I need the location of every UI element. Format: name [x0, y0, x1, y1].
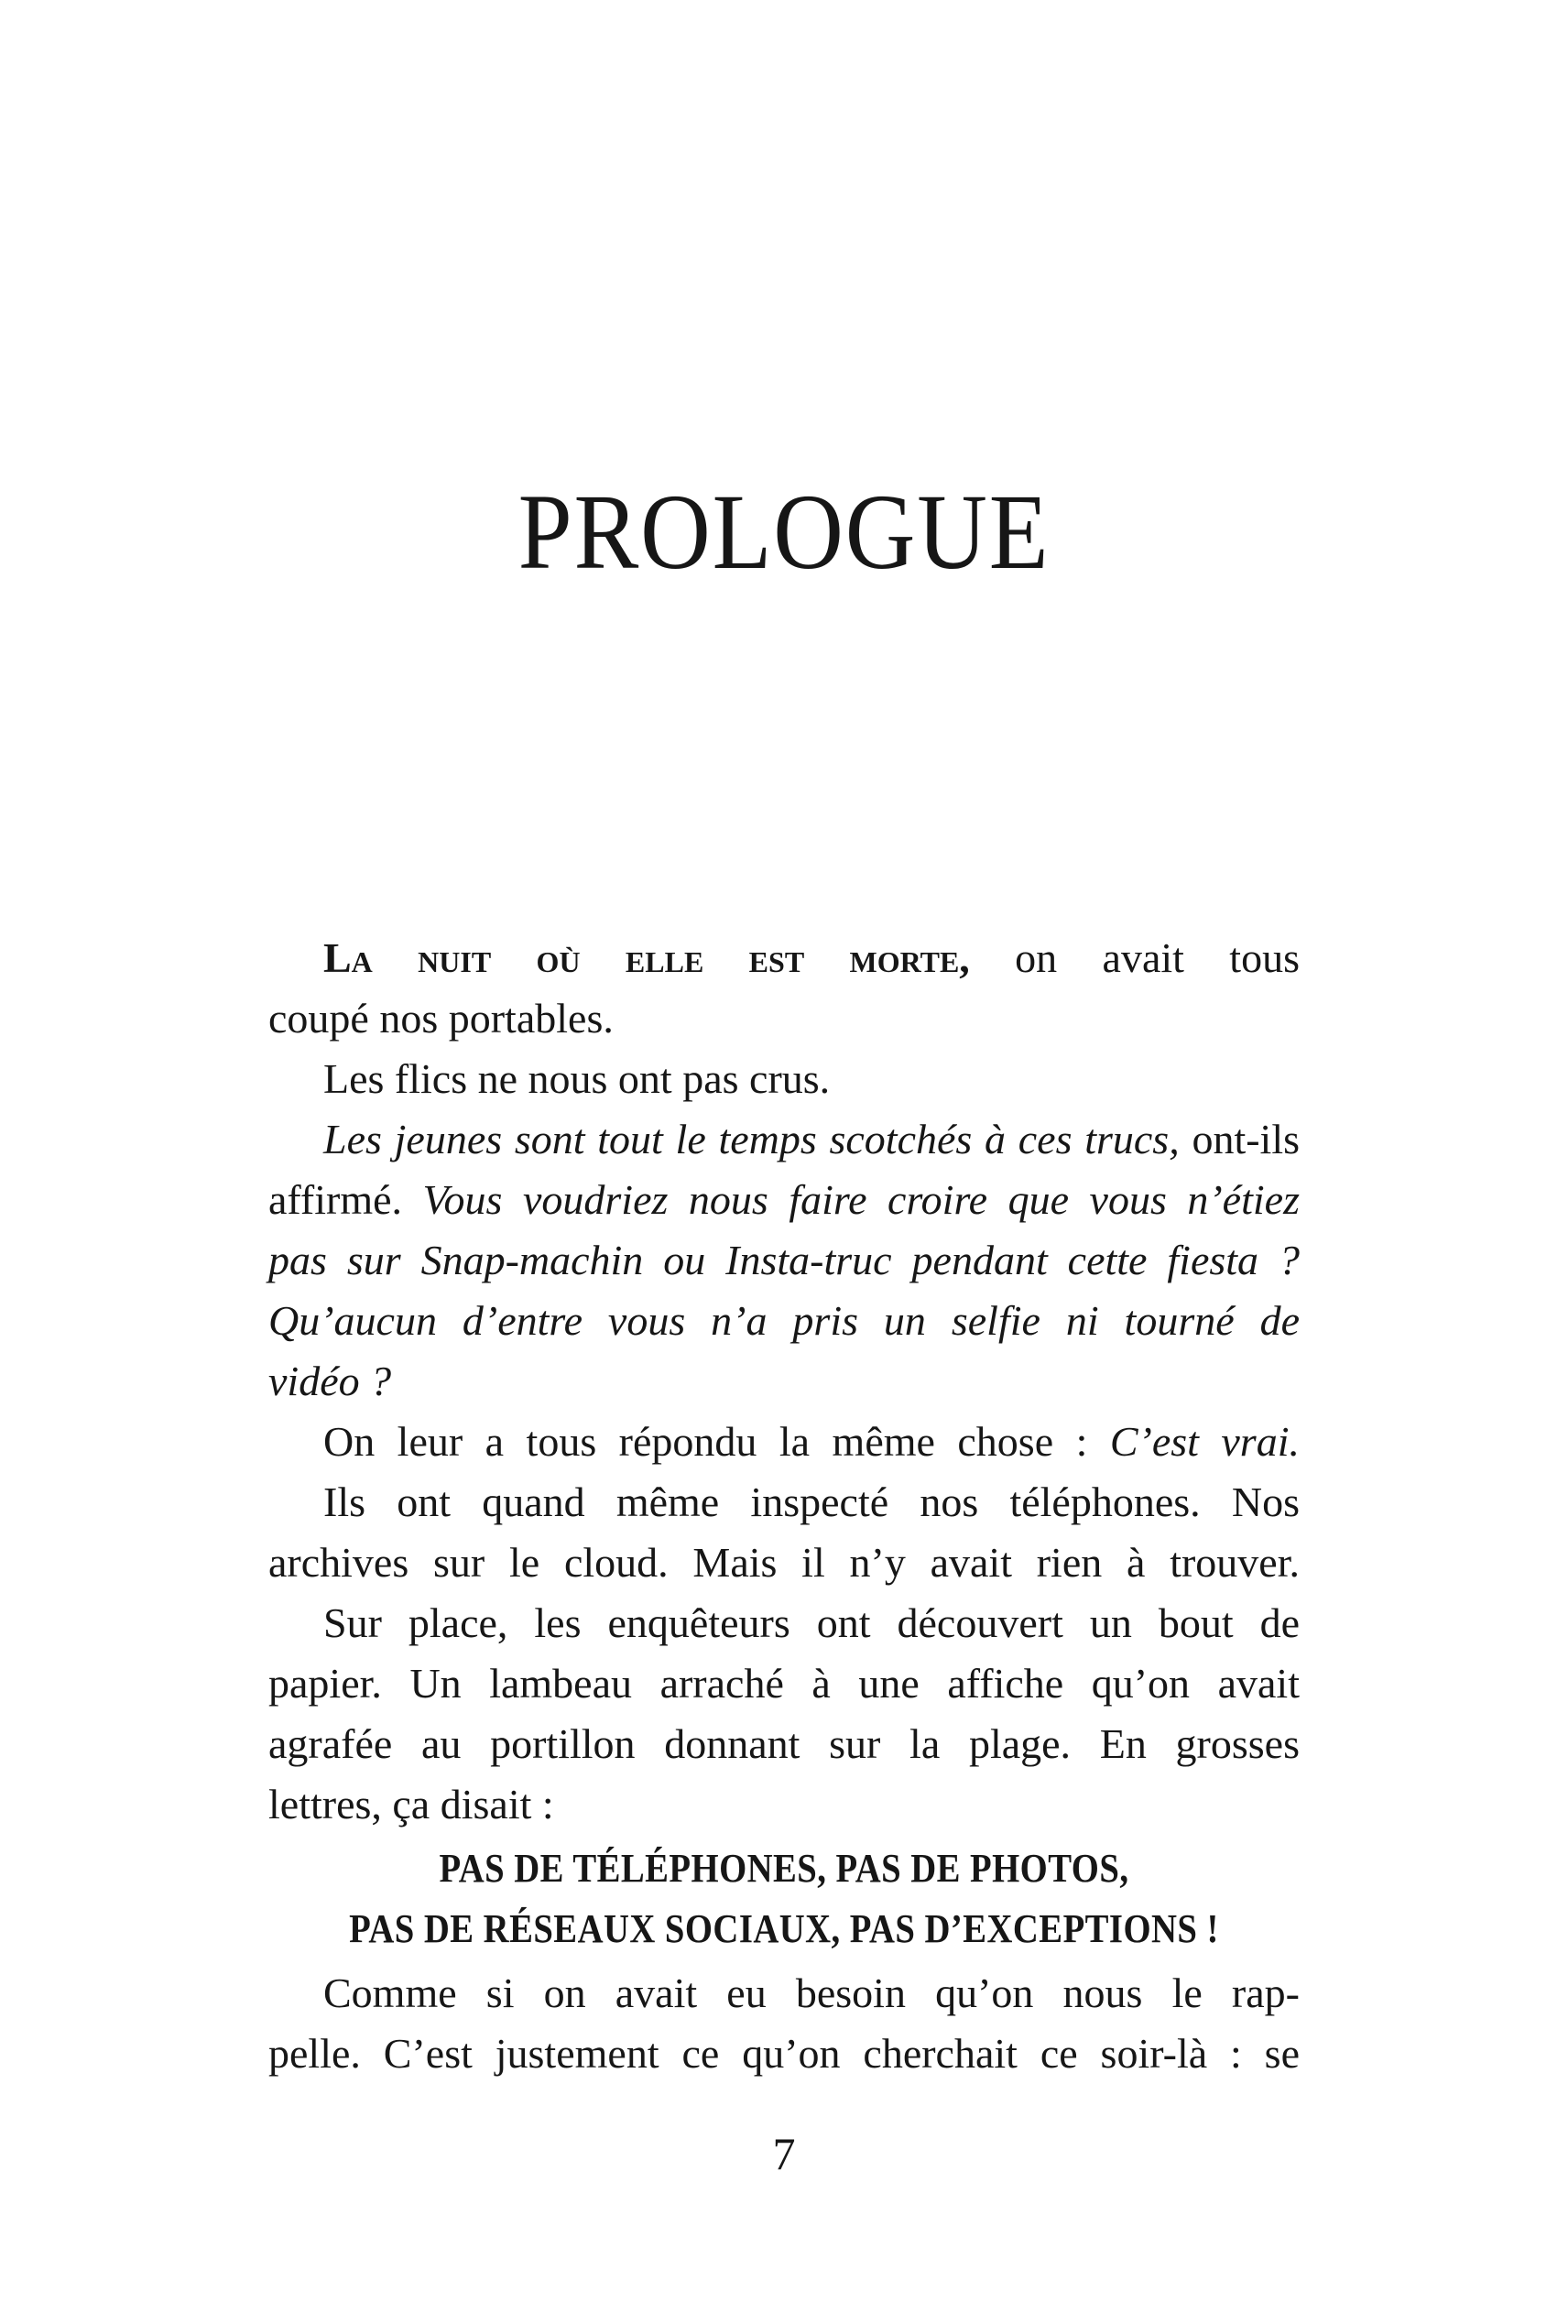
- text-segment: lettres, ça disait :: [268, 1781, 554, 1828]
- text-segment: C’est vrai.: [1109, 1418, 1300, 1465]
- text-line: [268, 1653, 1300, 1714]
- text-segment: vidéo ?: [268, 1358, 392, 1404]
- text-segment: Les jeunes sont tout le temps scotchés à ces trucs,: [323, 1116, 1180, 1162]
- text-segment: papier. Un lambeau arraché à une affiche qu’on avait: [268, 1660, 1300, 1707]
- text-line: [268, 1109, 1300, 1170]
- text-segment: Les flics ne nous ont pas crus.: [323, 1055, 831, 1102]
- text-segment: PAS DE RÉSEAUX SOCIAUX, PAS D’EXCEPTIONS !: [349, 1906, 1219, 1951]
- text-line: [268, 2024, 1300, 2084]
- text-line: [268, 1774, 1300, 1835]
- text-segment: Qu’aucun d’entre vous n’a pris un selfie ni tourné de: [268, 1297, 1300, 1344]
- text-segment: pelle. C’est justement ce qu’on cherchait ce soir-là : se: [268, 2030, 1300, 2077]
- text-line: [268, 1230, 1300, 1291]
- poster-line: [331, 1899, 1238, 1959]
- body-text: [268, 928, 1300, 2084]
- text-line: [268, 1963, 1300, 2024]
- text-line: [268, 1714, 1300, 1774]
- text-line: [268, 1049, 1300, 1109]
- chapter-title: PROLOGUE: [517, 472, 1051, 592]
- text-segment: Vous voudriez nous faire croire que vous n’étiez: [422, 1176, 1300, 1223]
- text-segment: coupé nos portables.: [268, 995, 614, 1042]
- text-line: [268, 1170, 1300, 1230]
- text-segment: archives sur le cloud. Mais il n’y avait rien à trouver.: [268, 1539, 1300, 1586]
- text-line: [268, 1412, 1300, 1472]
- text-segment: ont-ils: [1179, 1116, 1300, 1162]
- text-line: [268, 928, 1300, 988]
- text-segment: La nuit où elle est morte,: [323, 934, 970, 981]
- text-segment: PAS DE TÉLÉPHONES, PAS DE PHOTOS,: [439, 1846, 1129, 1891]
- text-segment: On leur a tous répondu la même chose :: [323, 1418, 1110, 1465]
- text-segment: Ils ont quand même inspecté nos téléphones. Nos: [323, 1478, 1300, 1525]
- page-number: 7: [772, 2128, 796, 2179]
- text-line: [268, 1351, 1300, 1412]
- text-segment: Sur place, les enquêteurs ont découvert un bout de: [323, 1599, 1300, 1646]
- text-segment: Comme si on avait eu besoin qu’on nous le rap-: [323, 1969, 1300, 2016]
- text-segment: pas sur Snap-machin ou Insta-truc pendant cette fiesta ?: [268, 1237, 1300, 1283]
- text-line: [268, 988, 1300, 1049]
- text-segment: affirmé.: [268, 1176, 423, 1223]
- text-line: [268, 1291, 1300, 1351]
- poster-line: [331, 1838, 1238, 1899]
- text-line: [268, 1593, 1300, 1653]
- text-segment: on avait tous: [969, 934, 1300, 981]
- text-segment: agrafée au portillon donnant sur la plage. En grosses: [268, 1720, 1300, 1767]
- text-line: [268, 1533, 1300, 1593]
- text-line: [268, 1472, 1300, 1533]
